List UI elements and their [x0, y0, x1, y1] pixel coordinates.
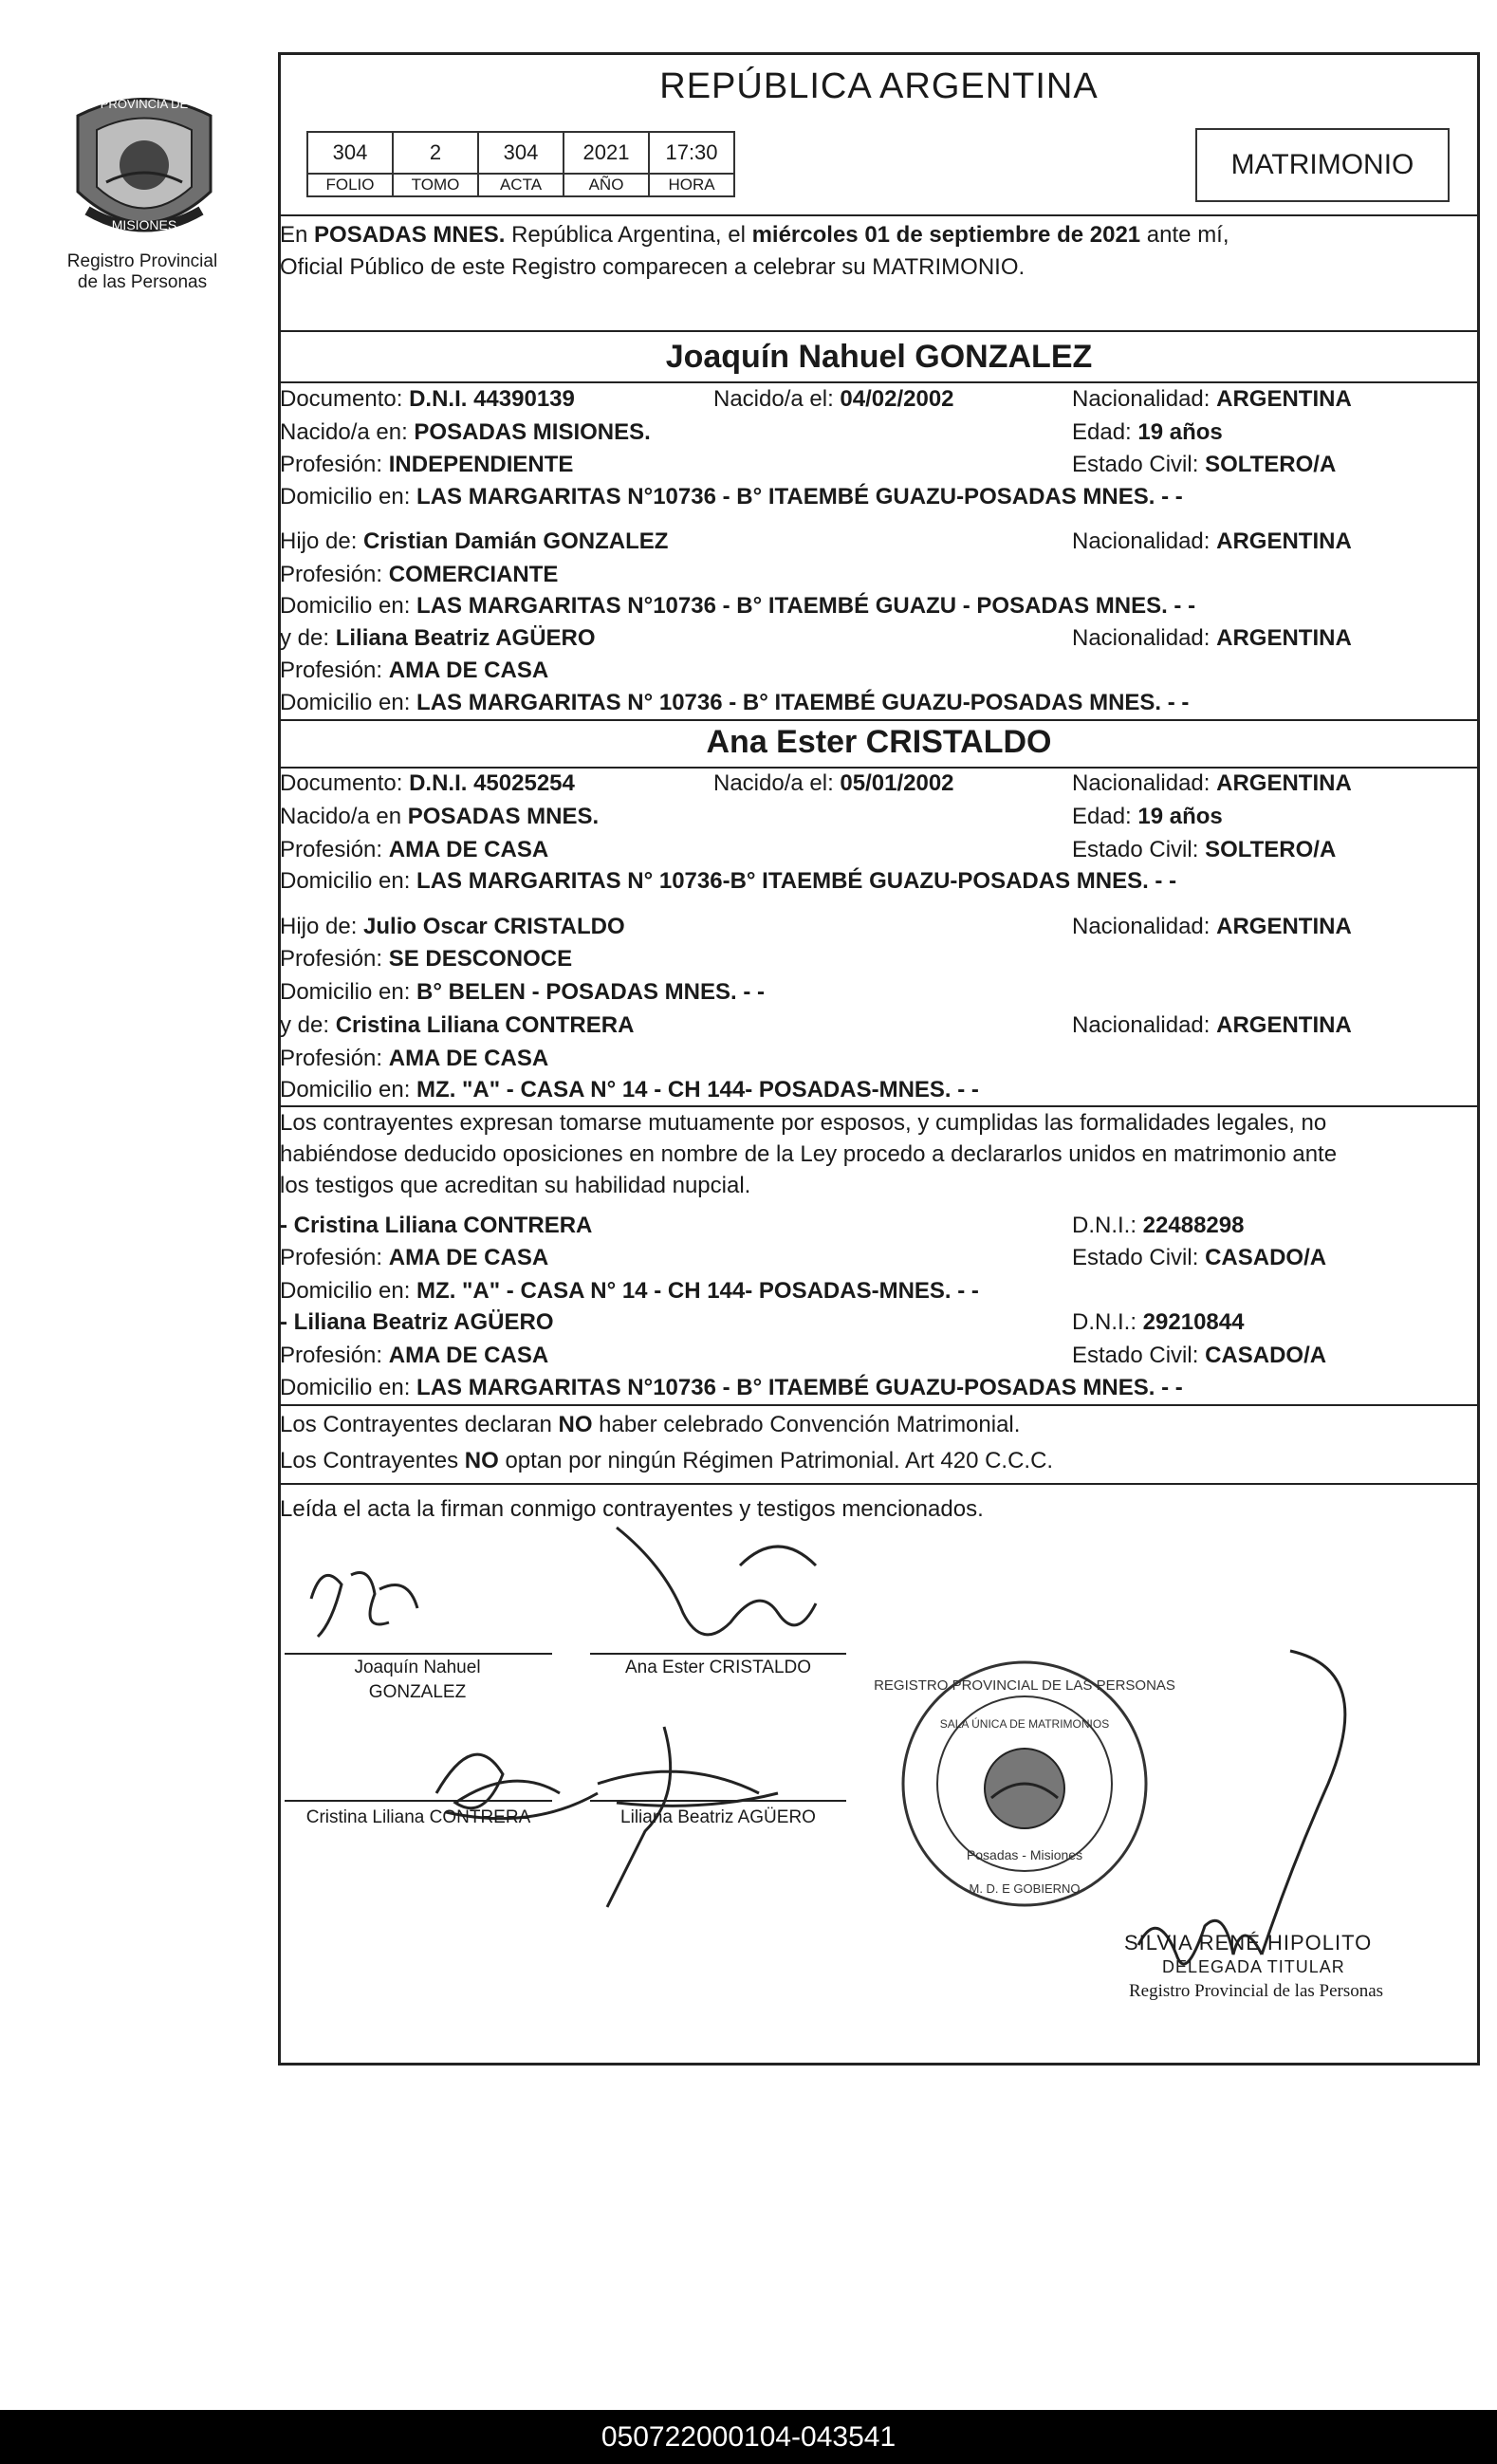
- groom-padre-domicilio: Domicilio en: LAS MARGARITAS N°10736 - B° ITAEMBÉ GUAZU - POSADAS MNES. - -: [280, 593, 1196, 619]
- bride-padre-domicilio: Domicilio en: B° BELEN - POSADAS MNES. - -: [280, 979, 765, 1005]
- groom-documento: Documento: D.N.I. 44390139: [280, 386, 575, 412]
- witness-1-profesion: Profesión: AMA DE CASA: [280, 1245, 549, 1270]
- groom-nacido-en: Nacido/a en: POSADAS MISIONES.: [280, 419, 651, 445]
- intro-line-1: En POSADAS MNES. República Argentina, el miércoles 01 de septiembre de 2021 ante mí,: [280, 222, 1229, 248]
- groom-madre-nacionalidad: Nacionalidad: ARGENTINA: [1072, 625, 1352, 651]
- groom-padre: Hijo de: Cristian Damián GONZALEZ: [280, 528, 669, 554]
- groom-profesion: Profesión: INDEPENDIENTE: [280, 452, 574, 477]
- bride-nacido-el: Nacido/a el: 05/01/2002: [713, 770, 954, 796]
- bride-name: Ana Ester CRISTALDO: [706, 724, 1052, 760]
- groom-padre-profesion: Profesión: COMERCIANTE: [280, 562, 559, 587]
- folio-label: FOLIO: [307, 174, 393, 196]
- groom-domicilio: Domicilio en: LAS MARGARITAS N°10736 - B° ITAEMBÉ GUAZU-POSADAS MNES. - -: [280, 484, 1183, 509]
- divider: [278, 1105, 1480, 1107]
- bride-profesion: Profesión: AMA DE CASA: [280, 837, 549, 862]
- hora-label: HORA: [649, 174, 734, 196]
- bride-padre: Hijo de: Julio Oscar CRISTALDO: [280, 914, 625, 939]
- record-type-box: MATRIMONIO: [1195, 128, 1450, 202]
- witness-2-name: - Liliana Beatriz AGÜERO: [280, 1309, 554, 1335]
- bride-nacido-en: Nacido/a en POSADAS MNES.: [280, 804, 600, 829]
- witness-2-signature-caption: Liliana Beatriz AGÜERO: [620, 1807, 816, 1827]
- groom-padre-nacionalidad: Nacionalidad: ARGENTINA: [1072, 528, 1352, 554]
- document-code-bar: 050722000104-043541: [0, 2410, 1497, 2464]
- witness-1-signature-line: [285, 1800, 552, 1802]
- groom-signature-caption: Joaquín Nahuel GONZALEZ: [354, 1658, 481, 1702]
- divider: [278, 1404, 1480, 1406]
- page-title: REPÚBLICA ARGENTINA: [659, 66, 1099, 106]
- groom-madre: y de: Liliana Beatriz AGÜERO: [280, 625, 596, 651]
- bride-madre-nacionalidad: Nacionalidad: ARGENTINA: [1072, 1012, 1352, 1038]
- declaration-line-1: Los contrayentes expresan tomarse mutuamente por esposos, y cumplidas las formalidades legales, no: [280, 1110, 1327, 1136]
- svg-text:PROVINCIA DE: PROVINCIA DE: [100, 97, 189, 111]
- svg-text:SALA ÚNICA DE MATRIMONIOS: SALA ÚNICA DE MATRIMONIOS: [939, 1717, 1110, 1731]
- folio-value: 304: [307, 132, 393, 174]
- svg-text:M. D. E GOBIERNO: M. D. E GOBIERNO: [969, 1881, 1081, 1896]
- witness-2-domicilio: Domicilio en: LAS MARGARITAS N°10736 - B° ITAEMBÉ GUAZU-POSADAS MNES. - -: [280, 1375, 1183, 1400]
- divider: [278, 381, 1480, 383]
- witness-1-estado-civil: Estado Civil: CASADO/A: [1072, 1245, 1327, 1270]
- signature-intro: Leída el acta la firman conmigo contrayentes y testigos mencionados.: [280, 1496, 984, 1522]
- officer-name: SILVIA RENÉ HIPOLITO: [1124, 1931, 1373, 1955]
- witness-1-name: - Cristina Liliana CONTRERA: [280, 1213, 593, 1238]
- bride-padre-profesion: Profesión: SE DESCONOCE: [280, 946, 573, 972]
- witness-2-dni: D.N.I.: 29210844: [1072, 1309, 1245, 1335]
- divider: [278, 214, 1480, 216]
- svg-text:MISIONES: MISIONES: [111, 217, 177, 232]
- registry-table: [306, 131, 735, 197]
- intro-line-2: Oficial Público de este Registro comparecen a celebrar su MATRIMONIO.: [280, 254, 1026, 280]
- groom-edad: Edad: 19 años: [1072, 419, 1223, 445]
- hora-value: 17:30: [649, 132, 734, 174]
- groom-signature-line: [285, 1653, 552, 1655]
- bride-signature-line: [590, 1653, 846, 1655]
- groom-madre-domicilio: Domicilio en: LAS MARGARITAS N° 10736 - B° ITAEMBÉ GUAZU-POSADAS MNES. - -: [280, 690, 1190, 715]
- bride-nacionalidad: Nacionalidad: ARGENTINA: [1072, 770, 1352, 796]
- officer-title: DELEGADA TITULAR: [1162, 1957, 1345, 1976]
- anio-label: AÑO: [564, 174, 649, 196]
- groom-nacionalidad: Nacionalidad: ARGENTINA: [1072, 386, 1352, 412]
- groom-name: Joaquín Nahuel GONZALEZ: [665, 339, 1093, 375]
- groom-estado-civil: Estado Civil: SOLTERO/A: [1072, 452, 1337, 477]
- bride-signature-caption: Ana Ester CRISTALDO: [624, 1658, 812, 1677]
- svg-text:Posadas - Misiones: Posadas - Misiones: [966, 1847, 1083, 1862]
- bride-domicilio: Domicilio en: LAS MARGARITAS N° 10736-B° ITAEMBÉ GUAZU-POSADAS MNES. - -: [280, 868, 1177, 894]
- witness-1-dni: D.N.I.: 22488298: [1072, 1213, 1245, 1238]
- divider: [278, 719, 1480, 721]
- bride-edad: Edad: 19 años: [1072, 804, 1223, 829]
- bride-padre-nacionalidad: Nacionalidad: ARGENTINA: [1072, 914, 1352, 939]
- declaration-line-2: habiéndose deducido oposiciones en nombre de la Ley procedo a declararlos unidos en matrimonio ante: [280, 1141, 1338, 1167]
- bride-madre-profesion: Profesión: AMA DE CASA: [280, 1046, 549, 1071]
- registry-seal: [874, 1656, 1175, 1912]
- bride-madre-domicilio: Domicilio en: MZ. "A" - CASA N° 14 - CH 144- POSADAS-MNES. - -: [280, 1077, 979, 1102]
- divider: [278, 330, 1480, 332]
- acta-value: 304: [478, 132, 564, 174]
- bride-madre: y de: Cristina Liliana CONTRERA: [280, 1012, 635, 1038]
- convention-line-1: Los Contrayentes declaran NO haber celebrado Convención Matrimonial.: [280, 1412, 1021, 1437]
- anio-value: 2021: [564, 132, 649, 174]
- bride-documento: Documento: D.N.I. 45025254: [280, 770, 575, 796]
- convention-line-2: Los Contrayentes NO optan por ningún Régimen Patrimonial. Art 420 C.C.C.: [280, 1448, 1054, 1473]
- groom-madre-profesion: Profesión: AMA DE CASA: [280, 658, 549, 683]
- tomo-value: 2: [393, 132, 478, 174]
- svg-text:REGISTRO PROVINCIAL DE LAS PER: REGISTRO PROVINCIAL DE LAS PERSONAS: [874, 1677, 1175, 1694]
- bride-estado-civil: Estado Civil: SOLTERO/A: [1072, 837, 1337, 862]
- divider: [278, 1483, 1480, 1485]
- logo-caption: Registro Provincial de las Personas: [66, 251, 218, 292]
- declaration-line-3: los testigos que acreditan su habilidad nupcial.: [280, 1173, 751, 1198]
- witness-1-signature-caption: Cristina Liliana CONTRERA: [305, 1807, 531, 1827]
- officer-org: Registro Provincial de las Personas: [1129, 1981, 1384, 2001]
- province-logo: [59, 87, 230, 249]
- witness-2-profesion: Profesión: AMA DE CASA: [280, 1343, 549, 1368]
- witness-1-domicilio: Domicilio en: MZ. "A" - CASA N° 14 - CH 144- POSADAS-MNES. - -: [280, 1278, 979, 1304]
- groom-nacido-el: Nacido/a el: 04/02/2002: [713, 386, 954, 412]
- witness-2-signature-line: [590, 1800, 846, 1802]
- acta-label: ACTA: [478, 174, 564, 196]
- tomo-label: TOMO: [393, 174, 478, 196]
- witness-2-estado-civil: Estado Civil: CASADO/A: [1072, 1343, 1327, 1368]
